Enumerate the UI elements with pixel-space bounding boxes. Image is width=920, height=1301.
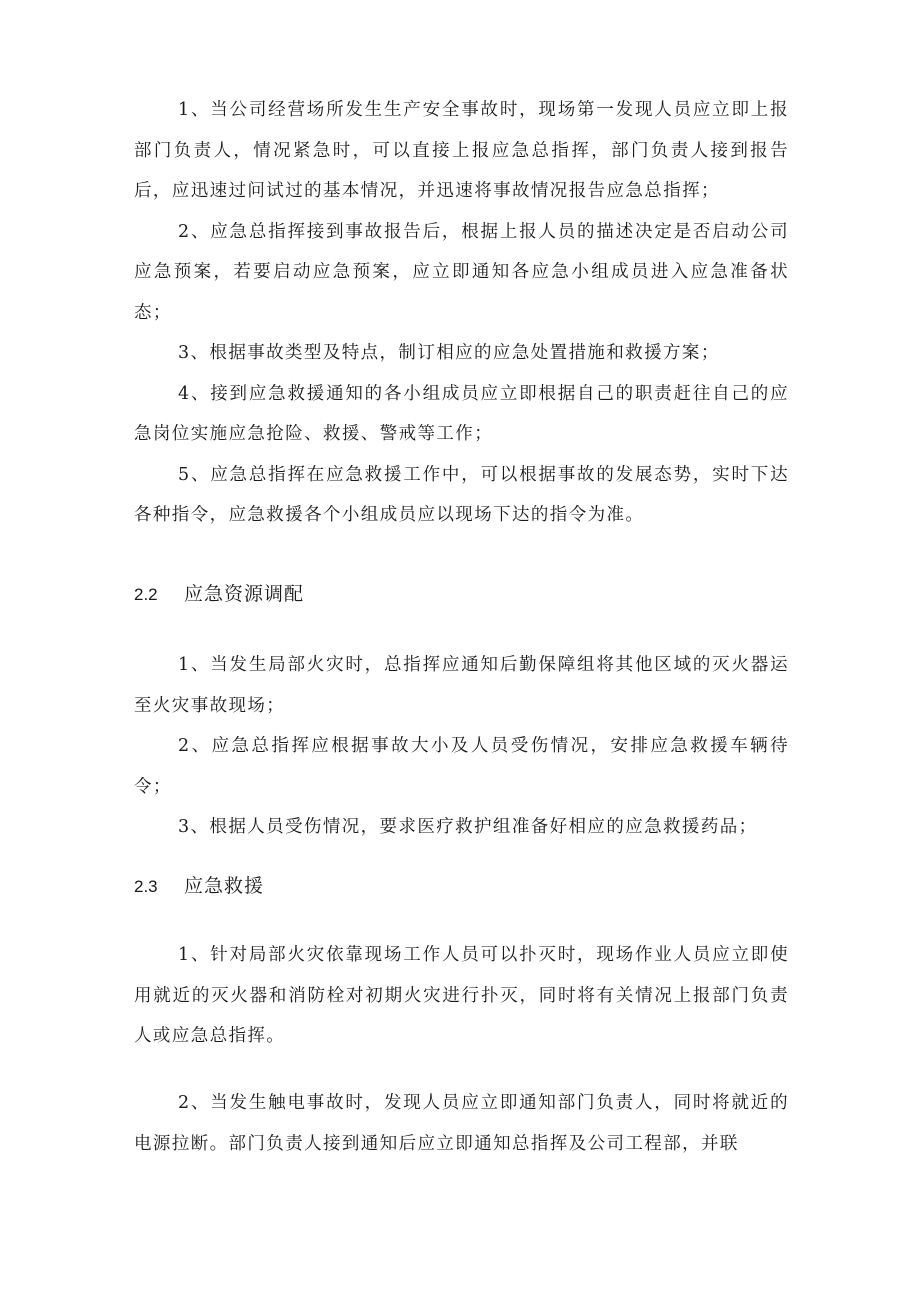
procedure-item-1: 1、当公司经营场所发生生产安全事故时，现场第一发现人员应立即上报部门负责人，情况紧急时，可以直接上报应急总指挥，部门负责人接到报告后，应迅速过问试过的基本情况，并迅速将事故情况报告应急总指挥； xyxy=(134,100,789,201)
section-heading-2-3 xyxy=(134,870,264,903)
rescue-item-2: 2、当发生触电事故时，发现人员应立即通知部门负责人，同时将就近的电源拉断。部门负责人接到通知后应立即通知总指挥及公司工程部，并联 xyxy=(134,1093,789,1154)
rescue-item-1: 1、针对局部火灾依靠现场工作人员可以扑灭时，现场作业人员应立即使用就近的灭火器和消防栓对初期火灾进行扑灭，同时将有关情况上报部门负责人或应急总指挥。 xyxy=(134,945,789,1046)
rescue-item-1-block xyxy=(134,935,789,1057)
procedure-list xyxy=(134,90,789,536)
section-title: 应急救援 xyxy=(184,875,265,897)
resource-item-3: 3、根据人员受伤情况，要求医疗救护组准备好相应的应急救援药品； xyxy=(178,817,758,837)
resource-item-2: 2、应急总指挥应根据事故大小及人员受伤情况，安排应急救援车辆待令； xyxy=(134,736,789,797)
section-number: 2.3 xyxy=(134,877,158,896)
procedure-item-3: 3、根据事故类型及特点，制订相应的应急处置措施和救援方案； xyxy=(178,343,720,363)
procedure-item-4: 4、接到应急救援通知的各小组成员应立即根据自己的职责赶往自己的应急岗位实施应急抢险、救援、警戒等工作； xyxy=(134,383,789,444)
section-title: 应急资源调配 xyxy=(184,583,305,605)
procedure-item-2: 2、应急总指挥接到事故报告后，根据上报人员的描述决定是否启动公司应急预案，若要启动应急预案，应立即通知各应急小组成员进入应急准备状态； xyxy=(134,221,789,323)
resource-item-1: 1、当发生局部火灾时，总指挥应通知后勤保障组将其他区域的灭火器运至火灾事故现场； xyxy=(134,655,789,716)
section-number: 2.2 xyxy=(134,585,158,604)
section-heading-2-2 xyxy=(134,578,304,611)
resource-allocation-list xyxy=(134,645,789,848)
procedure-item-5: 5、应急总指挥在应急救援工作中，可以根据事故的发展态势，实时下达各种指令，应急救援各个小组成员应以现场下达的指令为准。 xyxy=(134,464,789,525)
rescue-item-2-block xyxy=(134,1083,789,1164)
